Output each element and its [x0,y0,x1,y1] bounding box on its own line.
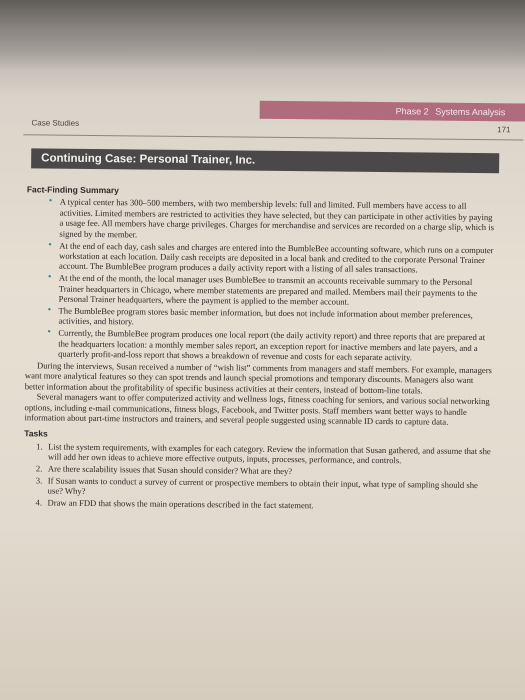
bullet-icon: • [48,239,52,251]
bullet-icon: • [47,271,52,283]
task-text: List the system requirements, with examples for each category. Review the information that Susan gathered, and assume that she will add her own ideas to achieve more effective outputs, inputs, processes, performance, and controls. [48,441,491,466]
task-text: If Susan wants to conduct a survey of current or prospective members to obtain their input, what type of sampling should she use? Why? [47,475,478,497]
list-item-text: A typical center has 300–500 members, with two membership levels: full and limited. Full members have access to all activities. Limited members are restricted to activities they have selected, but they can participate in other activities by paying a usage fee. All members have charge privileges. Charges for merchandise and services are recorded on a charge slip, which is signed by the member. [59,197,495,240]
case-studies-label: Case Studies [31,118,80,128]
list-item [47,305,495,331]
bullet-icon: • [47,326,51,338]
task-number: 4. [35,497,43,508]
phase-header-bar [260,101,525,122]
fact-finding-title: Fact-Finding Summary [26,184,119,196]
systems-analysis-label: Systems Analysis [435,106,506,118]
list-item-text: At the end of the month, the local manager uses BumbleBee to transmit an accounts receivable summary to the Personal Trainer headquarters in Chicago, where member statements are prepared and mailed. Members mail their payments to the Personal Trainer headquarters, where the payment is applied to the member account. [58,272,478,307]
textbook-page [0,80,525,700]
case-banner [31,148,499,173]
list-item-text: At the end of each day, cash sales and charges are entered into the BumbleBee accounting software, which runs on a computer workstation at each location. Daily cash receipts are deposited in a local bank and credited to the corporate Personal Trainer account. The BumbleBee program produces a daily activity report with a listing of all sales transactions. [59,240,494,275]
list-item-text: Currently, the BumbleBee program produces one local report (the daily activity report) and three reports that are prepared at the headquarters location: a monthly member sales report, an exception report for inactive members and late payers, and a quarterly profit-and-loss report that shows a breakdown of revenue and costs for each separate activity. [58,327,486,363]
fact-finding-list [25,197,497,364]
task-number: 1. [36,441,43,452]
wishlist-paragraph: Several managers want to offer computerized activity and wellness logs, fitness coaching for seniors, and various social networking options, including e-mail communications, fitness blogs, Facebook, and Twitter posts. Staff members want better ways to handle information about part-time instructors and trainers, and several people suggested using scannable ID cards to capture data. [24,391,490,427]
desk-shadow [0,0,525,70]
task-item [36,441,494,467]
case-content [24,184,497,514]
task-item [36,475,494,501]
task-text: Draw an FDD that shows the main operations described in the fact statement. [47,497,314,511]
bullet-icon: • [48,195,53,207]
page-number: 171 [497,125,511,135]
interview-paragraph: During the interviews, Susan received a number of “wish list” comments from managers and staff members. For example, managers want more analytical features so they can spot trends and launch special promotions and temporary discounts. Managers also want better information about the profitability of specific business activities at their centers, instead of bottom-line totals. [24,360,492,396]
list-item-text: The BumbleBee program stores basic member information, but does not include information about member preferences, activities, and history. [58,305,473,327]
list-item [48,240,496,276]
phase-label: Phase 2 [395,106,429,117]
list-item [48,197,496,243]
task-number: 3. [35,475,43,486]
bullet-icon: • [47,304,52,316]
task-text: Are there scalability issues that Susan should consider? What are they? [47,463,293,477]
case-banner-title: Continuing Case: Personal Trainer, Inc. [41,152,256,167]
task-number: 2. [35,463,43,474]
tasks-title: Tasks [24,428,48,439]
tasks-list [24,441,495,513]
header-divider [23,134,523,140]
list-item [47,328,495,364]
list-item [48,273,496,309]
